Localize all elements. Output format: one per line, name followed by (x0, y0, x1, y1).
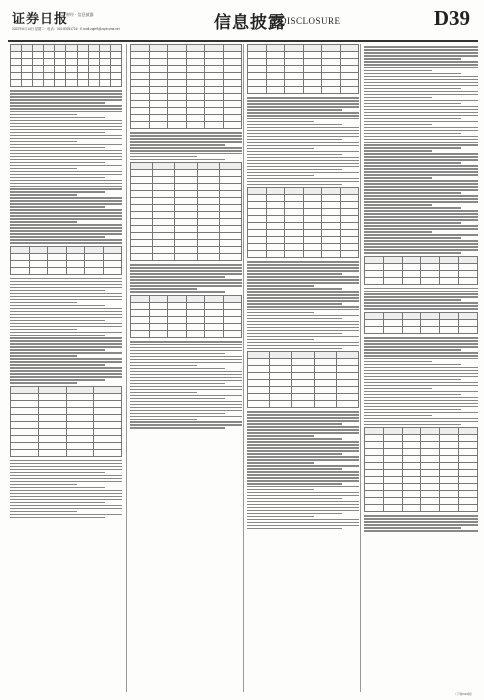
masthead (8, 6, 478, 42)
page-number: D39 (433, 6, 470, 30)
newspaper-logo: 证券日报 (12, 12, 69, 27)
column-4 (360, 44, 478, 692)
data-table (247, 351, 359, 408)
data-table (364, 256, 478, 285)
data-table (130, 295, 242, 338)
text-block (10, 460, 122, 518)
section-title-en: DISCLOSURE (280, 16, 341, 26)
data-table (247, 187, 359, 258)
data-table (247, 44, 359, 94)
text-block (364, 46, 478, 254)
logo-subtitle: 财经 · 信息披露 (66, 12, 94, 17)
text-block (10, 90, 122, 244)
text-block (130, 341, 242, 429)
text-block (247, 411, 359, 529)
text-block (130, 264, 242, 292)
column-1 (10, 44, 122, 692)
dateline: 2022年6月14日 星期二 · 电话：010-83251716 · E-mail:zqrb9@zqrb.sina.net (12, 27, 120, 31)
data-table (364, 312, 478, 334)
data-table (130, 44, 242, 129)
data-table (10, 44, 122, 87)
column-3 (243, 44, 359, 692)
column-2 (126, 44, 242, 692)
text-block (247, 97, 359, 185)
text-block (364, 515, 478, 532)
text-block (130, 132, 242, 160)
data-table (130, 162, 242, 261)
section-title-cn: 信息披露 (214, 13, 286, 33)
data-table (10, 386, 122, 457)
data-table (364, 427, 478, 512)
text-block (364, 337, 478, 425)
text-block (364, 288, 478, 310)
data-table (10, 246, 122, 275)
text-block (247, 261, 359, 349)
text-block (10, 278, 122, 384)
continued-note: （下转D40版） (453, 692, 474, 696)
